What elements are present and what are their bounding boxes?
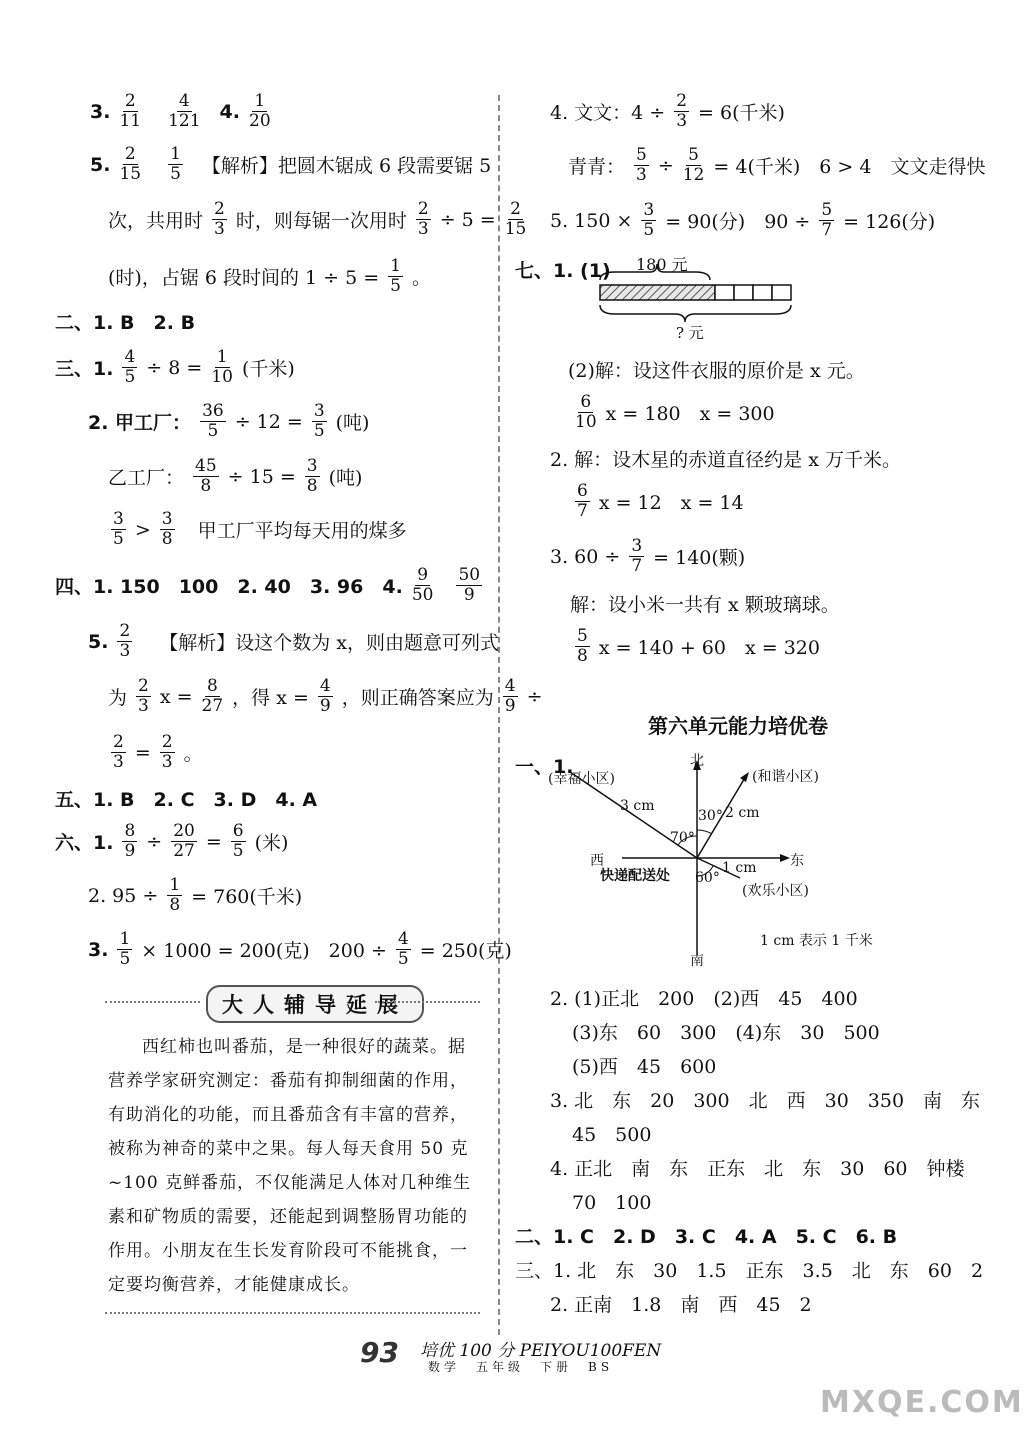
text: ÷ 5 = xyxy=(439,208,496,231)
answer-line: 3. 北 东 20 300 北 西 30 350 南 东 xyxy=(550,1090,981,1112)
answer-line: 4. 正北 南 东 正东 北 东 30 60 钟楼 xyxy=(550,1158,965,1180)
text: 时，则每锯一次用时 xyxy=(235,210,407,232)
fraction: $\frac{8}{27}$ xyxy=(201,676,224,716)
fraction: 6 10 xyxy=(575,392,597,432)
label-east: 东 xyxy=(790,853,804,869)
dotted-rule xyxy=(105,1312,480,1314)
item-number: 2. 甲工厂： xyxy=(88,412,192,434)
text: 【解析】设这个数为 x，则由题意可列式 xyxy=(159,632,500,654)
text: = 250(克) xyxy=(419,940,512,962)
label-west: 西 xyxy=(590,853,604,869)
text: = 760(千米) xyxy=(191,886,303,908)
text: = xyxy=(134,741,151,764)
label-north: 北 xyxy=(690,753,704,769)
section-title: 第六单元能力培优卷 xyxy=(648,714,828,738)
text: = 90(分) 90 ÷ xyxy=(665,211,811,233)
answer-line: 2. 解：设木星的赤道直径约是 x 万千米。 xyxy=(550,449,901,471)
answer-line xyxy=(108,457,362,496)
text: = 6(千米) xyxy=(698,102,785,124)
text: x = 180 x = 300 xyxy=(605,403,775,425)
fraction: $\frac{4}{5}$ xyxy=(397,929,409,969)
answer-line xyxy=(108,733,203,772)
fraction: 2 3 xyxy=(138,676,149,716)
answer-line: (5)西 45 600 xyxy=(572,1056,717,1078)
answer-line xyxy=(55,822,288,861)
text: 乙工厂： xyxy=(108,467,185,489)
item-number: 5. xyxy=(88,630,109,653)
text: 。 xyxy=(183,743,203,765)
fraction: $\frac{2}{3}$ xyxy=(161,732,173,772)
fraction: 2 15 xyxy=(119,144,142,184)
dotted-rule xyxy=(105,1001,200,1003)
fraction: 6 7 xyxy=(577,481,588,521)
fraction: $\frac{36}{5}$ xyxy=(202,401,224,441)
answer-line xyxy=(568,146,985,185)
answer-line xyxy=(550,537,745,576)
fraction: $\frac{1}{5}$ xyxy=(390,256,401,296)
fraction: 4 121 xyxy=(168,91,201,131)
text: 次，共用时 xyxy=(108,210,204,232)
label-huanle: (欢乐小区) xyxy=(742,883,809,899)
fraction: $\frac{3}{5}$ xyxy=(313,401,325,441)
fraction: $\frac{3}{7}$ xyxy=(631,536,643,576)
item-number: 5. xyxy=(90,153,111,176)
fraction: $\frac{1}{5}$ xyxy=(119,929,131,969)
answer-line xyxy=(108,257,431,296)
fraction: $\frac{3}{5}$ xyxy=(643,200,655,240)
text: ÷ xyxy=(146,830,163,853)
text: (时)，占锯 6 段时间的 1 ÷ 5 = xyxy=(108,267,380,289)
item-number: 三、1. xyxy=(55,358,114,380)
answer-line xyxy=(90,92,274,131)
fraction: $\frac{3}{8}$ xyxy=(306,456,318,496)
fraction: $\frac{2}{15}$ xyxy=(504,199,527,239)
fraction: 3 5 xyxy=(113,509,124,549)
text: 甲工厂平均每天用的煤多 xyxy=(197,520,407,542)
text: 。 xyxy=(412,267,432,289)
text: ÷ 12 = xyxy=(234,410,303,433)
fraction: $\frac{5}{7}$ xyxy=(821,200,833,240)
fraction: $\frac{45}{8}$ xyxy=(195,456,217,496)
answer-line xyxy=(88,402,369,441)
fraction: 3 8 xyxy=(161,509,173,549)
fraction: $\frac{2}{3}$ xyxy=(676,91,688,131)
fraction: $\frac{8}{9}$ xyxy=(124,821,136,861)
item-number: 3. xyxy=(90,100,111,123)
item-number: 七、1. (1) xyxy=(515,260,611,282)
fraction: $\frac{1}{10}$ xyxy=(211,347,233,387)
fraction: 9 50 xyxy=(411,565,434,605)
dist-1cm: 1 cm xyxy=(722,860,757,876)
label-south: 南 xyxy=(690,953,704,969)
text: (吨) xyxy=(335,412,370,434)
fraction: $\frac{4}{5}$ xyxy=(124,347,136,387)
text: (吨) xyxy=(328,467,363,489)
dist-3cm: 3 cm xyxy=(620,798,655,814)
answer-line: 45 500 xyxy=(572,1124,652,1146)
answer-line: 二、1. B 2. B xyxy=(55,312,196,334)
item-number: 一、1. xyxy=(515,756,574,778)
answer-line xyxy=(108,510,407,549)
answer-line: 五、1. B 2. C 3. D 4. A xyxy=(55,789,318,811)
answer-line xyxy=(572,393,775,432)
answer-line xyxy=(572,482,744,521)
text: ÷ xyxy=(526,685,543,708)
answer-line xyxy=(108,200,529,239)
angle-60: 60° xyxy=(695,870,720,886)
text: (千米) xyxy=(241,358,295,380)
fraction: $\frac{4}{9}$ xyxy=(319,676,331,716)
text: 5. 150 × xyxy=(550,209,633,232)
answer-line xyxy=(550,92,785,131)
answer-line xyxy=(550,201,935,240)
answer-line xyxy=(55,566,485,605)
footer-brand: 培优 100 分 PEIYOU100FEN xyxy=(420,1341,662,1361)
text: × 1000 = 200(克) 200 ÷ xyxy=(141,940,387,962)
angle-70: 70° xyxy=(670,830,695,846)
text: 青青： xyxy=(568,156,626,178)
text: ÷ 15 = xyxy=(227,465,296,488)
answer-line: 二、1. C 2. D 3. C 4. A 5. C 6. B xyxy=(515,1226,898,1248)
answer-line: 解：设小米一共有 x 颗玻璃球。 xyxy=(570,594,840,616)
item-number: 六、1. xyxy=(55,832,114,854)
answer-line: 三、1. 北 东 30 1.5 正东 3.5 北 东 60 2 xyxy=(515,1260,984,1282)
map-scale: 1 cm 表示 1 千米 xyxy=(760,933,873,949)
fraction: 2 11 xyxy=(119,91,142,131)
dotted-rule xyxy=(375,1001,480,1003)
extension-paragraph: 西红柿也叫番茄，是一种很好的蔬菜。据营养学家研究测定：番茄有抑制细菌的作用，有助消化的功能，而且番茄含有丰富的营养，被称为神奇的菜中之果。每人每天食用 50 克~100 克鲜番茄，不仅能满足人体对几种维生素和矿物质的需要，还能起到调整肠胃功能的作用。小朋友在生长发育阶段可不能挑食，一定要均衡营养，才能健康成长。 xyxy=(108,1037,472,1295)
fraction: $\frac{5}{3}$ xyxy=(636,145,647,185)
fraction: 5 8 xyxy=(577,626,588,666)
text: 3. 60 ÷ xyxy=(550,545,621,568)
label-center: 快递配送处 xyxy=(600,868,670,884)
text: 为 xyxy=(108,687,128,709)
section-box-title: 大人辅导延展 xyxy=(206,985,424,1023)
dist-2cm: 2 cm xyxy=(725,805,760,821)
answer-line: 2. 正南 1.8 南 西 45 2 xyxy=(550,1294,812,1316)
text: = 4(千米) 6 > 4 文文走得快 xyxy=(713,156,986,178)
fraction: $\frac{2}{3}$ xyxy=(417,199,429,239)
fraction: 2 3 xyxy=(119,621,131,661)
answer-line: (3)东 60 300 (4)东 30 500 xyxy=(572,1022,880,1044)
footer-subtitle: 数学 五年级 下册 BS xyxy=(428,1360,614,1374)
answer-line xyxy=(572,627,820,666)
fraction: 1 20 xyxy=(249,91,271,131)
item-number: 四、1. 150 100 2. 40 3. 96 4. xyxy=(55,576,403,598)
answer-line xyxy=(88,930,512,969)
answer-line: 70 100 xyxy=(572,1192,652,1214)
text: 2. 95 ÷ xyxy=(88,884,159,907)
answer-line xyxy=(88,622,499,661)
page-number: 93 xyxy=(360,1336,399,1369)
label-hexie: (和谐小区) xyxy=(752,769,819,785)
answer-line xyxy=(55,348,295,387)
text: (米) xyxy=(254,832,289,854)
fraction: $\frac{2}{3}$ xyxy=(113,732,124,772)
fraction: $\frac{20}{27}$ xyxy=(173,821,195,861)
text: x = 12 x = 14 xyxy=(598,492,744,514)
watermark: MXQE.COM xyxy=(820,1385,1024,1420)
bar-top-label: 180 元 xyxy=(636,255,688,274)
answer-line xyxy=(90,145,491,184)
text: 4. 文文：4 ÷ xyxy=(550,102,666,124)
fraction: $\frac{5}{12}$ xyxy=(682,145,705,185)
fraction: 50 9 xyxy=(458,565,481,605)
label-xingfu: (幸福小区) xyxy=(548,771,615,787)
fraction: $\frac{6}{5}$ xyxy=(232,821,244,861)
text: = xyxy=(205,830,222,853)
text: > xyxy=(134,518,151,541)
text: ，则正确答案应为 xyxy=(341,687,494,709)
answer-line: (2)解：设这件衣服的原价是 x 元。 xyxy=(568,360,865,382)
text: x = 140 + 60 x = 320 xyxy=(598,637,820,659)
text: = 126(分) xyxy=(843,211,936,233)
fraction: $\frac{4}{9}$ xyxy=(504,676,516,716)
text: ÷ xyxy=(657,154,674,177)
item-number: 3. xyxy=(88,938,109,961)
answer-line xyxy=(108,677,542,716)
text: x = xyxy=(159,685,193,708)
fraction: 1 5 xyxy=(170,144,181,184)
answer-line xyxy=(88,876,302,915)
angle-30: 30° xyxy=(698,808,723,824)
fraction: $\frac{1}{8}$ xyxy=(169,875,181,915)
item-number: 4. xyxy=(219,100,240,123)
text: ，得 x = xyxy=(232,687,309,709)
answer-line: 2. (1)正北 200 (2)西 45 400 xyxy=(550,988,858,1010)
text: ÷ 8 = xyxy=(146,356,203,379)
fraction: 2 3 xyxy=(214,199,225,239)
text: = 140(颗) xyxy=(653,547,746,569)
bar-bottom-label: ? 元 xyxy=(676,324,704,342)
explanation-text: 【解析】把圆木锯成 6 段需要锯 5 xyxy=(201,155,492,177)
